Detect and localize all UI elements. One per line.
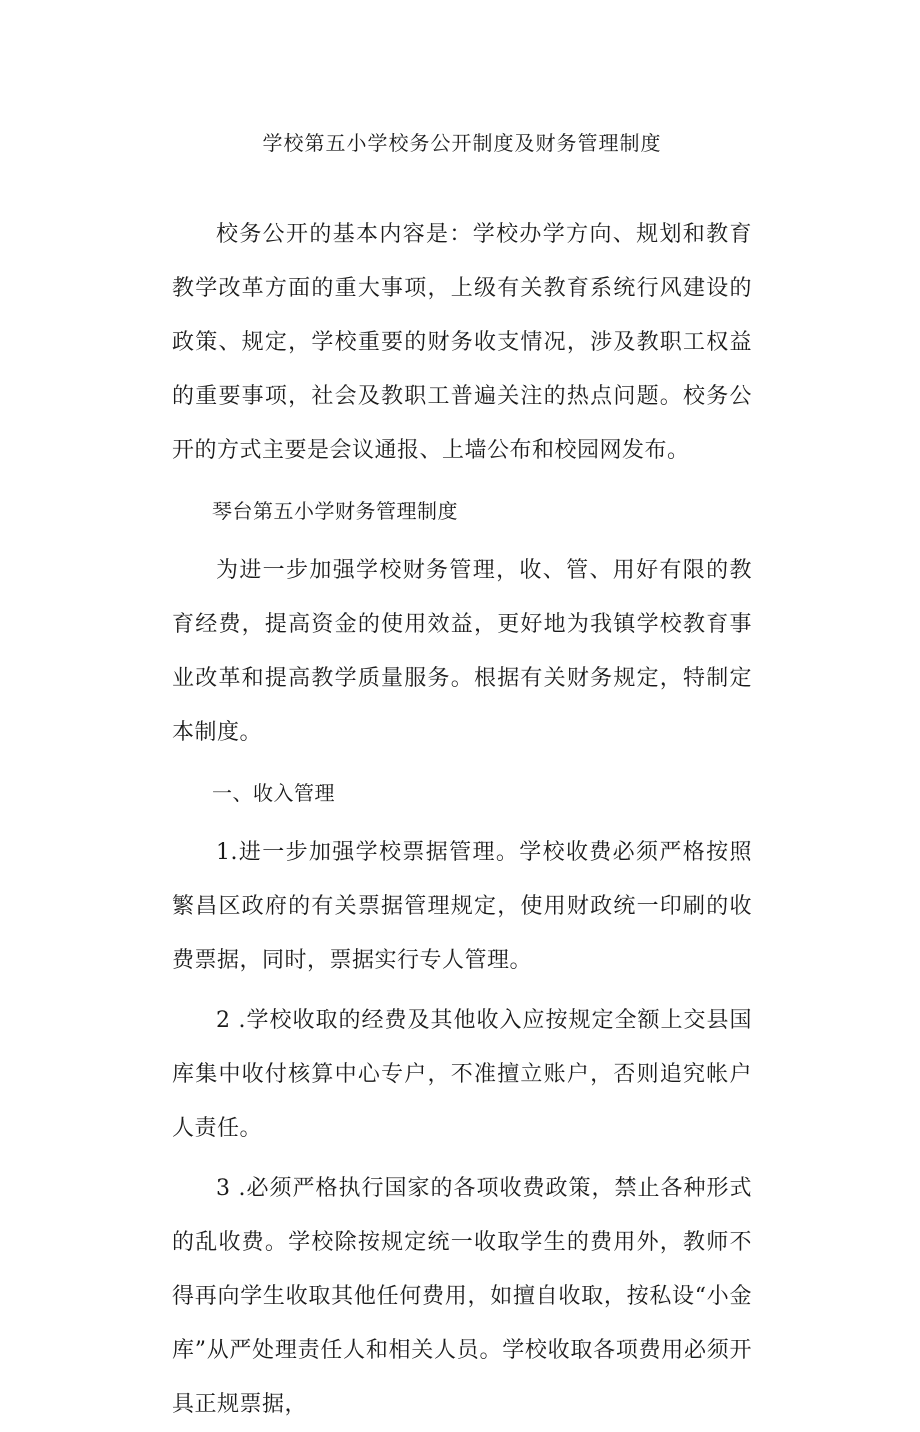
paragraph-item-2: 2 .学校收取的经费及其他收入应按规定全额上交县国库集中收付核算中心专户，不准擅立账户，否则追究帐户人责任。 xyxy=(172,1008,752,1141)
paragraph-item-3: 3 .必须严格执行国家的各项收费政策，禁止各种形式的乱收费。学校除按规定统一收取学生的费用外，教师不得再向学生收取其他任何费用，如擅自收取，按私设“小金库”从严处理责任人和相关人员。学校收取各项费用必须开具正规票据， xyxy=(172,1176,752,1417)
section-heading-income-management: 一、收入管理 xyxy=(212,781,335,805)
section-heading-finance-system: 琴台第五小学财务管理制度 xyxy=(212,499,458,523)
paragraph-item-1: 1.进一步加强学校票据管理。学校收费必须严格按照繁昌区政府的有关票据管理规定，使用财政统一印刷的收费票据，同时，票据实行专人管理。 xyxy=(172,840,752,973)
paragraph-school-affairs-content: 校务公开的基本内容是：学校办学方向、规划和教育教学改革方面的重大事项，上级有关教育系统行风建设的政策、规定，学校重要的财务收支情况，涉及教职工权益的重要事项，社会及教职工普遍关注的热点问题。校务公开的方式主要是会议通报、上墙公布和校园网发布。 xyxy=(172,222,752,463)
document-title: 学校第五小学校务公开制度及财务管理制度 xyxy=(262,131,662,155)
paragraph-finance-purpose: 为进一步加强学校财务管理，收、管、用好有限的教育经费，提高资金的使用效益，更好地为我镇学校教育事业改革和提高教学质量服务。根据有关财务规定，特制定本制度。 xyxy=(172,558,752,745)
